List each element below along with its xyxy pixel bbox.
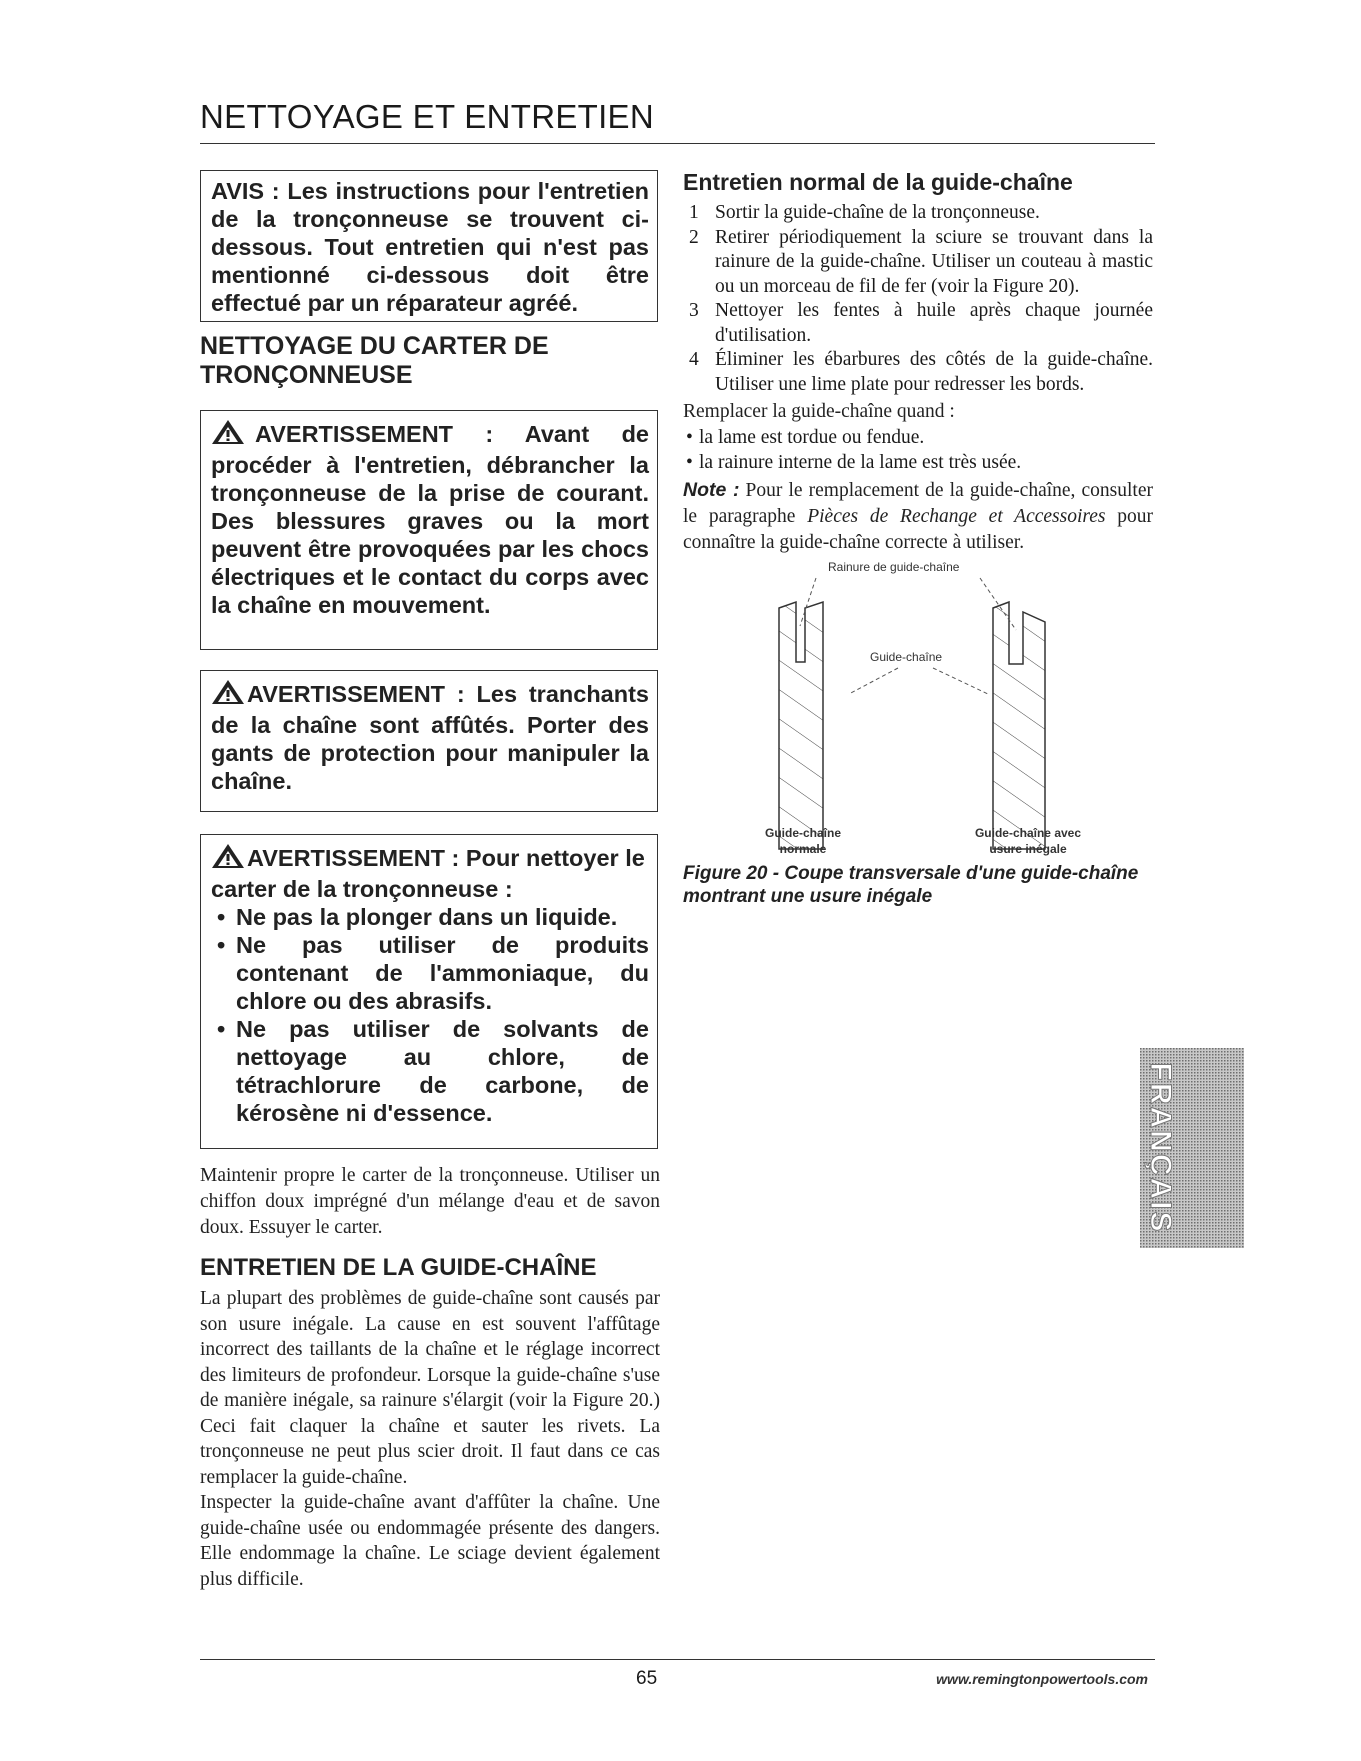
bar-cross-section-diagram	[683, 564, 1153, 864]
warning-triangle-icon	[211, 419, 245, 451]
normal-bar-shape	[779, 602, 823, 849]
warning-triangle-icon	[211, 843, 245, 875]
warning-cleaning-list	[211, 903, 649, 1127]
right-column	[683, 168, 1153, 908]
title-rule	[200, 143, 1155, 144]
notice-box	[200, 170, 658, 322]
warning-cleaning-intro	[211, 843, 649, 903]
bar-maintenance-text	[200, 1286, 660, 1592]
label-bar: Guide-chaîne	[870, 650, 943, 664]
side-tab-label: FRANÇAIS	[1144, 1062, 1177, 1234]
step-item	[683, 348, 1153, 397]
step-number: 3	[689, 300, 699, 321]
uneven-bar-shape	[993, 602, 1045, 849]
note-label: Note :	[683, 479, 740, 501]
step-item	[683, 226, 1153, 300]
bar-paragraph-2: Inspecter la guide-chaîne avant d'affûter la chaîne. Une guide-chaîne usée ou endommagée présente des dangers. Elle endommage la chaîne. Le sciage devient également plus difficile.	[200, 1492, 660, 1590]
warning-box-cleaning	[200, 834, 658, 1149]
replace-list	[683, 425, 1153, 475]
warning-box-disconnect	[200, 410, 658, 650]
left-column	[200, 170, 660, 1592]
label-uneven-line1: Guide-chaîne avec	[974, 826, 1082, 840]
list-item: • la rainure interne de la lame est très usée.	[683, 450, 1153, 475]
replace-intro	[683, 399, 1153, 425]
step-number: 4	[689, 349, 699, 370]
step-text: Retirer périodiquement la sciure se trouvant dans la rainure de la guide-chaîne. Utiliser un couteau à mastic ou un morceau de fil de fer (voir la Figure 20).	[715, 226, 1153, 297]
maintenance-steps	[683, 201, 1153, 397]
step-item	[683, 299, 1153, 348]
normal-maintenance-heading: Entretien normal de la guide-chaîne	[683, 169, 1073, 195]
housing-paragraph: Maintenir propre le carter de la tronçonneuse. Utiliser un chiffon doux imprégné d'un mélange d'eau et de savon doux. Essuyer le carter.	[200, 1165, 660, 1238]
figure-20	[683, 560, 1153, 864]
warning-disconnect-text: AVERTISSEMENT : Avant de procéder à l'entretien, débrancher la tronçonneuse de la prise de courant. Des blessures graves ou la mort peuvent être provoquées par les chocs électriques et le contact du corps avec la chaîne en mouvement.	[211, 421, 649, 618]
step-number: 2	[689, 226, 699, 248]
note-text-2: pour connaître la guide-chaîne correcte à utiliser.	[683, 506, 1154, 553]
language-side-tab	[1140, 1048, 1244, 1248]
housing-heading	[200, 332, 660, 390]
page-title: NETTOYAGE ET ENTRETIEN	[200, 98, 655, 135]
list-item: • la lame est tordue ou fendue.	[683, 425, 1153, 450]
replace-intro-text: Remplacer la guide-chaîne quand :	[683, 401, 955, 422]
bar-paragraph-1: La plupart des problèmes de guide-chaîne sont causés par son usure inégale. La cause en est souvent l'affûtage incorrect des taillants de la chaîne et le réglage incorrect des limiteurs de profondeur. Lorsque la guide-chaîne s'use de manière inégale, sa rainure s'élargit (voir la Figure 20.) Ceci fait claquer la chaîne et sauter les rivets. La tronçonneuse ne peut plus scier droit. Il faut dans ce cas remplacer la guide-chaîne.	[200, 1288, 660, 1488]
page-number: 65	[636, 1668, 658, 1689]
step-text: Éliminer les ébarbures des côtés de la guide-chaîne. Utiliser une lime plate pour redresser les bords.	[715, 349, 1153, 395]
notice-text: AVIS : Les instructions pour l'entretien de la tronçonneuse se trouvent ci-dessous. Tout entretien qui n'est pas mentionné ci-dessous doit être effectué par un réparateur agréé.	[211, 178, 649, 316]
step-number: 1	[689, 202, 699, 223]
label-groove: Rainure de guide-chaîne	[828, 560, 960, 574]
step-text: Nettoyer les fentes à huile après chaque journée d'utilisation.	[715, 300, 1153, 346]
figure-caption: Figure 20 - Coupe transversale d'une guide-chaîne montrant une usure inégale	[683, 863, 1139, 907]
label-normal-line2: normale	[779, 842, 827, 856]
housing-text	[200, 1163, 660, 1241]
label-uneven-line2: usure inégale	[989, 842, 1067, 856]
note-block	[683, 477, 1153, 556]
list-item: • Ne pas utiliser de produits contenant de l'ammoniaque, du chlore ou des abrasifs.	[211, 931, 649, 1015]
label-normal	[743, 825, 863, 857]
bar-maintenance-heading: ENTRETIEN DE LA GUIDE-CHAÎNE	[200, 1254, 597, 1281]
footer-rule	[200, 1659, 1155, 1660]
warning-triangle-icon	[211, 679, 245, 711]
step-item	[683, 201, 1153, 226]
warning-box-sharp	[200, 670, 658, 812]
housing-heading-line2: TRONÇONNEUSE	[200, 361, 413, 389]
note-text-1: Pour le remplacement de la guide-chaîne, consulter le paragraphe	[683, 480, 1153, 527]
housing-heading-line1: NETTOYAGE DU CARTER DE	[200, 332, 549, 360]
list-item: • Ne pas la plonger dans un liquide.	[211, 903, 649, 931]
warning-sharp-text: AVERTISSEMENT : Les tranchants de la chaîne sont affûtés. Porter des gants de protection pour manipuler la chaîne.	[211, 681, 649, 794]
note-italic: Pièces de Rechange et Accessoires	[807, 506, 1106, 527]
label-uneven	[953, 825, 1103, 857]
label-normal-line1: Guide-chaîne	[764, 826, 841, 840]
footer-url: www.remingtonpowertools.com	[936, 1671, 1148, 1687]
list-item: • Ne pas utiliser de solvants de nettoyage au chlore, de tétrachlorure de carbone, de kérosène ni d'essence.	[211, 1015, 649, 1127]
warning-cleaning-intro-text: AVERTISSEMENT : Pour nettoyer le carter de la tronçonneuse :	[211, 845, 645, 902]
step-text: Sortir la guide-chaîne de la tronçonneuse.	[715, 202, 1040, 223]
